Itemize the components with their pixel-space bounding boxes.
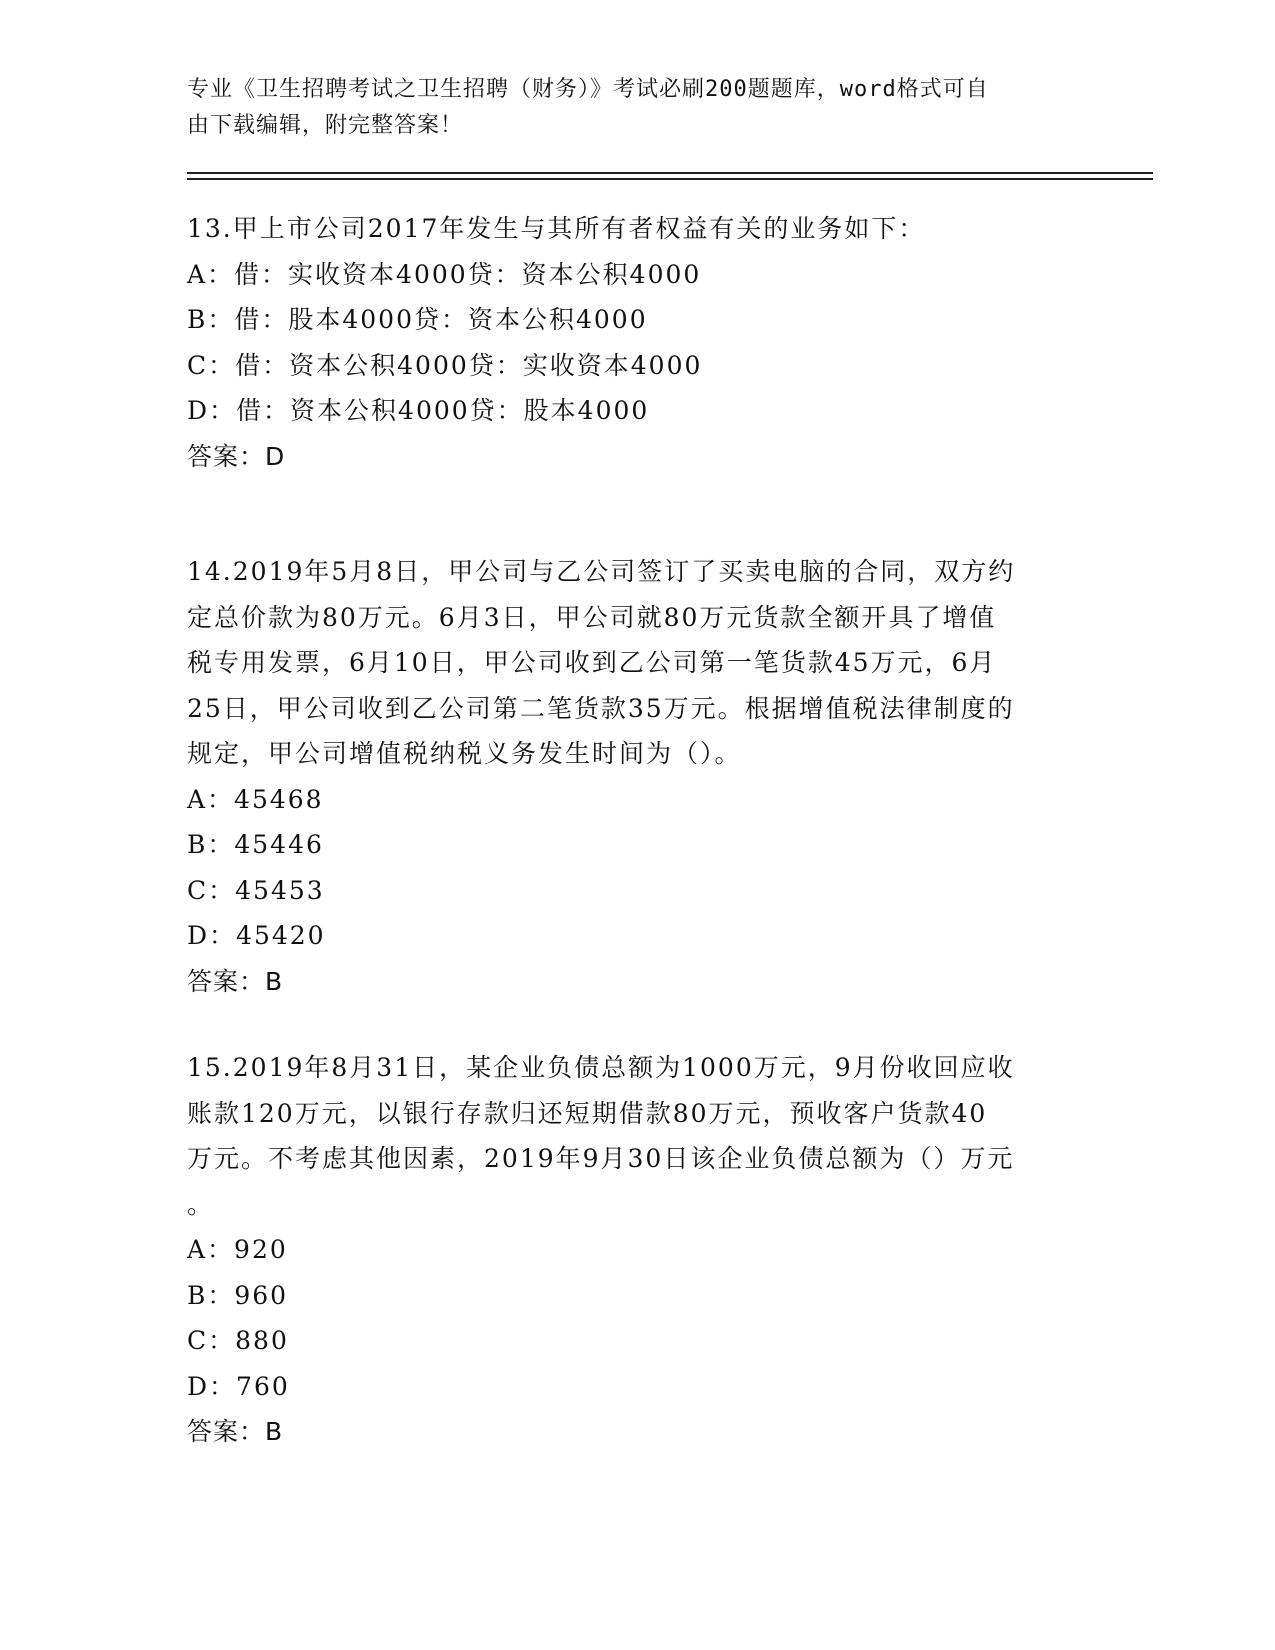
option-d: D：760 xyxy=(187,1371,290,1401)
option-a: A：45468 xyxy=(187,784,324,814)
question-13 xyxy=(187,206,1087,479)
option-b: B：借：股本4000贷：资本公积4000 xyxy=(187,305,648,334)
question-stem-line: 。 xyxy=(187,1189,215,1219)
option-b: B：45446 xyxy=(187,830,324,859)
answer: 答案：B xyxy=(187,1417,284,1446)
question-stem-line: 规定，甲公司增值税纳税义务发生时间为（）。 xyxy=(187,739,742,768)
question-14 xyxy=(187,549,1087,1004)
question-15 xyxy=(187,1045,1087,1455)
question-stem-line: 定总价款为80万元。6月3日，甲公司就80万元货款全额开具了增值 xyxy=(187,602,997,632)
question-stem-line: 15.2019年8月31日，某企业负债总额为1000万元，9月份收回应收 xyxy=(187,1053,1015,1082)
document-header xyxy=(187,72,1077,144)
question-stem-line: 13.甲上市公司2017年发生与其所有者权益有关的业务如下： xyxy=(187,214,926,243)
answer: 答案：D xyxy=(187,441,286,471)
header-divider-top xyxy=(187,172,1153,174)
header-divider-bottom xyxy=(187,178,1153,180)
header-line-2: 由下载编辑，附完整答案！ xyxy=(187,113,464,138)
option-c: C：借：资本公积4000贷：实收资本4000 xyxy=(187,350,703,380)
question-stem-line: 14.2019年5月8日，甲公司与乙公司签订了买卖电脑的合同，双方约 xyxy=(187,557,1016,586)
question-stem-line: 账款120万元，以银行存款归还短期借款80万元，预收客户货款40 xyxy=(187,1098,988,1128)
option-c: C：45453 xyxy=(187,875,325,905)
question-stem-line: 25日，甲公司收到乙公司第二笔货款35万元。根据增值税法律制度的 xyxy=(187,693,1015,723)
option-c: C：880 xyxy=(187,1326,289,1355)
option-a: A：借：实收资本4000贷：资本公积4000 xyxy=(187,259,702,289)
question-stem-line: 税专用发票，6月10日，甲公司收到乙公司第一笔货款45万元，6月 xyxy=(187,648,997,677)
answer: 答案：B xyxy=(187,966,284,996)
option-d: D：45420 xyxy=(187,921,326,950)
question-stem-line: 万元。不考虑其他因素，2019年9月30日该企业负债总额为（）万元 xyxy=(187,1144,1015,1173)
header-line-1: 专业《卫生招聘考试之卫生招聘（财务）》考试必刷200题题库，word格式可自 xyxy=(187,77,989,102)
option-d: D：借：资本公积4000贷：股本4000 xyxy=(187,396,650,425)
option-a: A：920 xyxy=(187,1235,288,1264)
option-b: B：960 xyxy=(187,1280,289,1310)
